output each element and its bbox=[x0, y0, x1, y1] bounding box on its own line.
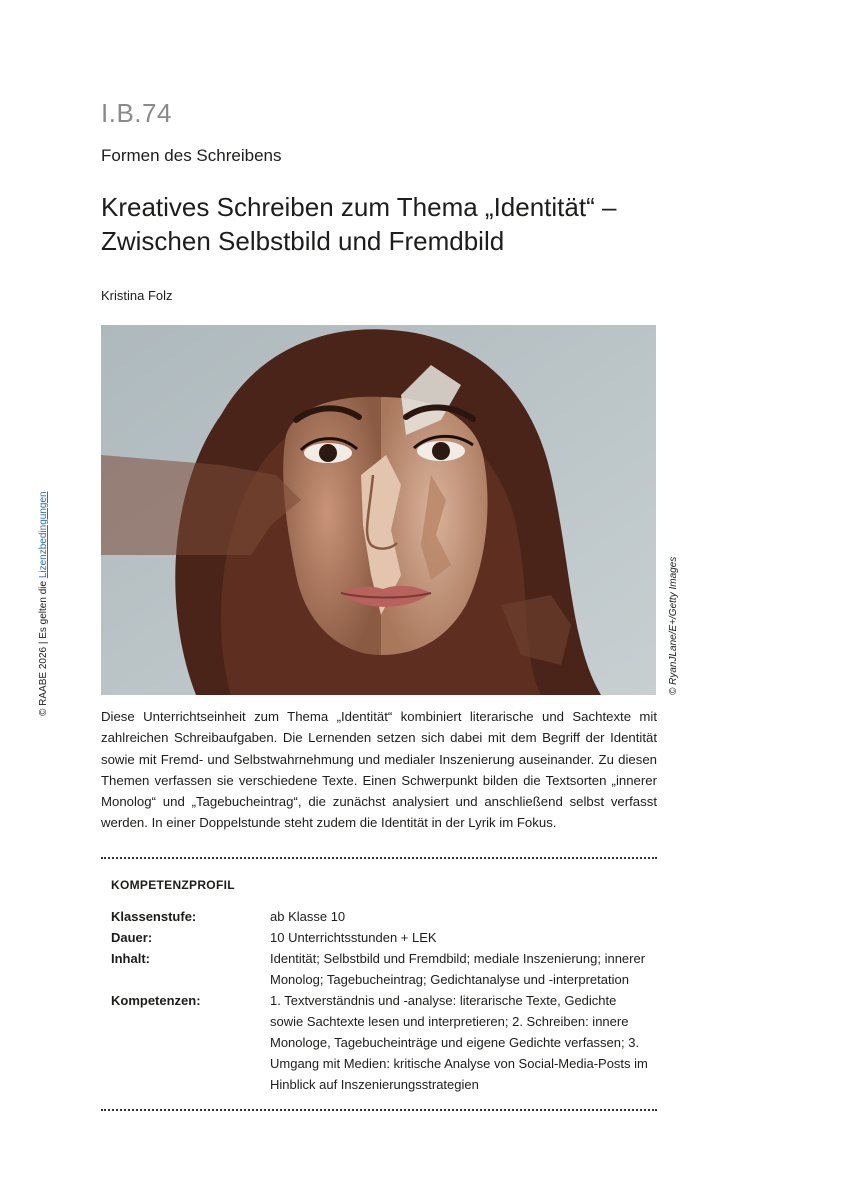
profile-value: 10 Unterrichtsstunden + LEK bbox=[270, 930, 437, 945]
profile-table bbox=[111, 906, 651, 1095]
profile-label: Kompetenzen: bbox=[111, 993, 201, 1008]
profile-value: 1. Textverständnis und -analyse: literarische Texte, Gedichte sowie Sachtexte lesen und interpretieren; 2. Schreiben: innere Monologe, Tagebucheinträge und eigene Gedichte verfassen; 3. Umgang mit Medien: kritische Analyse von Social-Media-Posts im Hinblick auf Inszenierungsstrategien bbox=[270, 993, 648, 1092]
portrait-illustration bbox=[101, 325, 656, 695]
title-line-1: Kreatives Schreiben zum Thema „Identität“ – bbox=[101, 192, 617, 222]
profile-value: ab Klasse 10 bbox=[270, 909, 346, 924]
divider-bottom bbox=[101, 1109, 657, 1111]
profile-label: Inhalt: bbox=[111, 951, 150, 966]
profile-row-duration bbox=[111, 927, 651, 948]
profile-label: Dauer: bbox=[111, 930, 153, 945]
profile-row-content bbox=[111, 948, 651, 990]
copyright-text: © RAABE 2026 | Es gelten die bbox=[38, 578, 49, 716]
author-name: Kristina Folz bbox=[101, 288, 173, 303]
profile-label: Klassenstufe: bbox=[111, 909, 197, 924]
profile-value: Identität; Selbstbild und Fremdbild; mediale Inszenierung; innerer Monolog; Tagebucheintrag; Gedichtanalyse und -interpretation bbox=[270, 951, 646, 987]
license-notice bbox=[38, 491, 49, 716]
image-credit: © RyanJLane/E+/Getty Images bbox=[668, 556, 679, 695]
title-line-2: Zwischen Selbstbild und Fremdbild bbox=[101, 226, 505, 256]
license-link[interactable]: Lizenzbedingungen bbox=[38, 491, 49, 579]
unit-code: I.B.74 bbox=[101, 98, 172, 128]
intro-paragraph: Diese Unterrichtseinheit zum Thema „Identität“ kombiniert literarische und Sachtexte mit zahlreichen Schreibaufgaben. Die Lernenden setzen sich dabei mit dem Begriff der Identität sowie mit Fremd- und Selbstwahrnehmung und medialer Inszenierung auseinander. Zu diesen Themen verfassen sie verschiedene Texte. Einen Schwerpunkt bilden die Textsorten „innerer Monolog“ und „Tagebucheintrag“, die zunächst analysiert und anschließend selbst verfasst werden. In einer Doppelstunde steht zudem die Identität in der Lyrik im Fokus. bbox=[101, 709, 657, 831]
hero-image bbox=[101, 325, 656, 695]
page-title bbox=[101, 190, 661, 258]
profile-row-grade bbox=[111, 906, 651, 927]
divider-top bbox=[101, 857, 657, 859]
profile-heading: KOMPETENZPROFIL bbox=[111, 878, 235, 892]
profile-row-competencies bbox=[111, 990, 651, 1095]
category-label: Formen des Schreibens bbox=[101, 146, 282, 165]
